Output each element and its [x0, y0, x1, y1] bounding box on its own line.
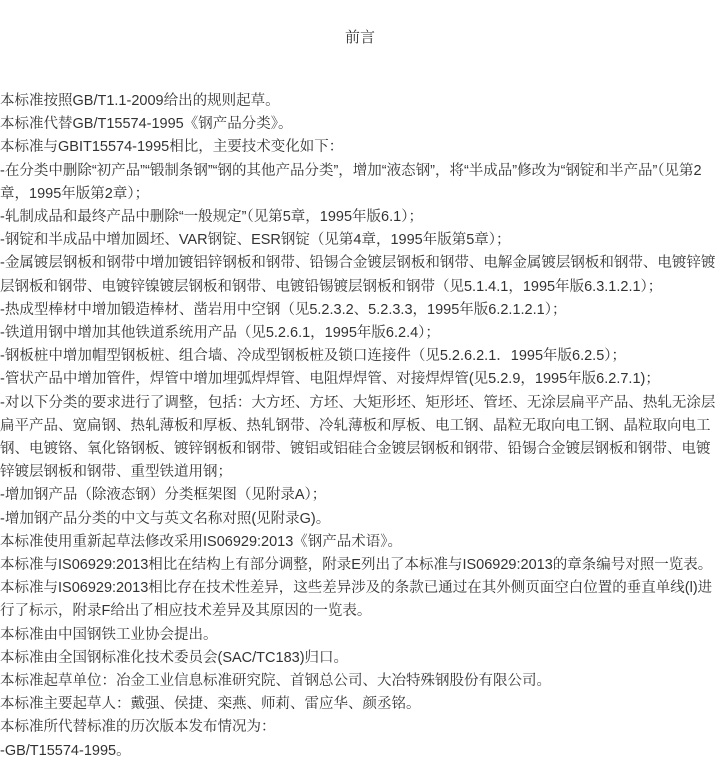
paragraph: 本标准与IS06929:2013相比存在技术性差异，这些差异涉及的条款已通过在其外侧页面空白位置的垂直单线(l)进行了标示，附录F给出了相应技术差异及其原因的一览表。 [0, 580, 713, 620]
paragraph: 本标准按照GB/T1.1-2009给出的规则起草。 [0, 93, 280, 109]
paragraph: -GB/T15574-1995。 [0, 742, 131, 759]
paragraph: 本标准与GBIT15574-1995相比，主要技术变化如下： [0, 139, 344, 156]
paragraph: 本标准起草单位：冶金工业信息标准研究院、首钢总公司、大冶特殊钢股份有限公司。 [0, 673, 551, 690]
paragraph: -热成型棒材中增加锻造棒材、凿岩用中空钢（见5.2.3.2、5.2.3.3，1995年版6.2.1.2.1）； [0, 301, 567, 318]
paragraph: -钢板桩中增加帽型钢板桩、组合墙、冷成型钢板桩及锁口连接件（见5.2.6.2.1．1995年版6.2.5）； [0, 348, 627, 365]
paragraph: -在分类中删除“初产品”“锻制条钢”“钢的其他产品分类”，增加“液态钢”，将“半成品”修改为“钢锭和半产品”（见第2章，1995年版第2章）； [0, 162, 702, 202]
paragraph: -铁道用钢中增加其他铁道系统用产品（见5.2.6.1，1995年版6.2.4）； [0, 325, 440, 342]
paragraph: 本标准与IS06929:2013相比在结构上有部分调整，附录E列出了本标准与IS06929:2013的章条编号对照一览表。 [0, 557, 713, 574]
paragraph: -对以下分类的要求进行了调整，包括：大方坯、方坯、大矩形坯、矩形坯、管坯、无涂层扁平产品、热轧无涂层扁平产品、宽扁钢、热轧薄板和厚板、热轧钢带、冷轧薄板和厚板、电工钢、晶粒无取向电工钢、晶粒取向电工钢、电镀铬、氧化铬钢板、镀锌钢板和钢带、镀铝或铝硅合金镀层钢板和钢带、铅锡合金镀层钢板和钢带、电镀锌镀层钢板和钢带、重型铁道用钢； [0, 394, 716, 481]
paragraph: 本标准所代替标准的历次版本发布情况为： [0, 719, 276, 736]
paragraph: 本标准由全国钢标准化技术委员会(SAC/TC183)归口。 [0, 649, 349, 666]
paragraph: -增加钢产品（除液态钢）分类框架图（见附录A）； [0, 487, 327, 504]
paragraph: 本标准主要起草人：戴强、侯捷、栾燕、师莉、雷应华、颜丞铭。 [0, 696, 421, 713]
paragraph: 本标准由中国钢铁工业协会提出。 [0, 626, 218, 643]
paragraph: 本标准代替GB/T15574-1995《钢产品分类》。 [0, 116, 293, 133]
paragraph: -增加钢产品分类的中文与英文名称对照(见附录G)。 [0, 510, 331, 527]
paragraph: 本标准使用重新起草法修改采用IS06929:2013《钢产品术语》。 [0, 533, 403, 550]
paragraph: -钢锭和半成品中增加圆坯、VAR钢锭、ESR钢锭（见第4章，1995年版第5章）； [0, 232, 511, 249]
paragraph: -管状产品中增加管件，焊管中增加埋弧焊焊管、电阻焊焊管、对接焊焊管(见5.2.9，1995年版6.2.7.1)； [0, 371, 660, 388]
paragraph: -轧制成品和最终产品中删除“一般规定”（见第5章，1995年版6.1）； [0, 209, 423, 226]
paragraph: -金属镀层钢板和钢带中增加镀铝锌钢板和钢带、铅锡合金镀层钢板和钢带、电解金属镀层钢板和钢带、电镀锌镀层钢板和钢带、电镀锌镍镀层钢板和钢带、电镀铅锡镀层钢板和钢带（见5.1.4.1，1995年版6.3.1.2.1）； [0, 255, 716, 295]
page-title: 前言 [344, 29, 375, 46]
document-body [0, 90, 720, 763]
